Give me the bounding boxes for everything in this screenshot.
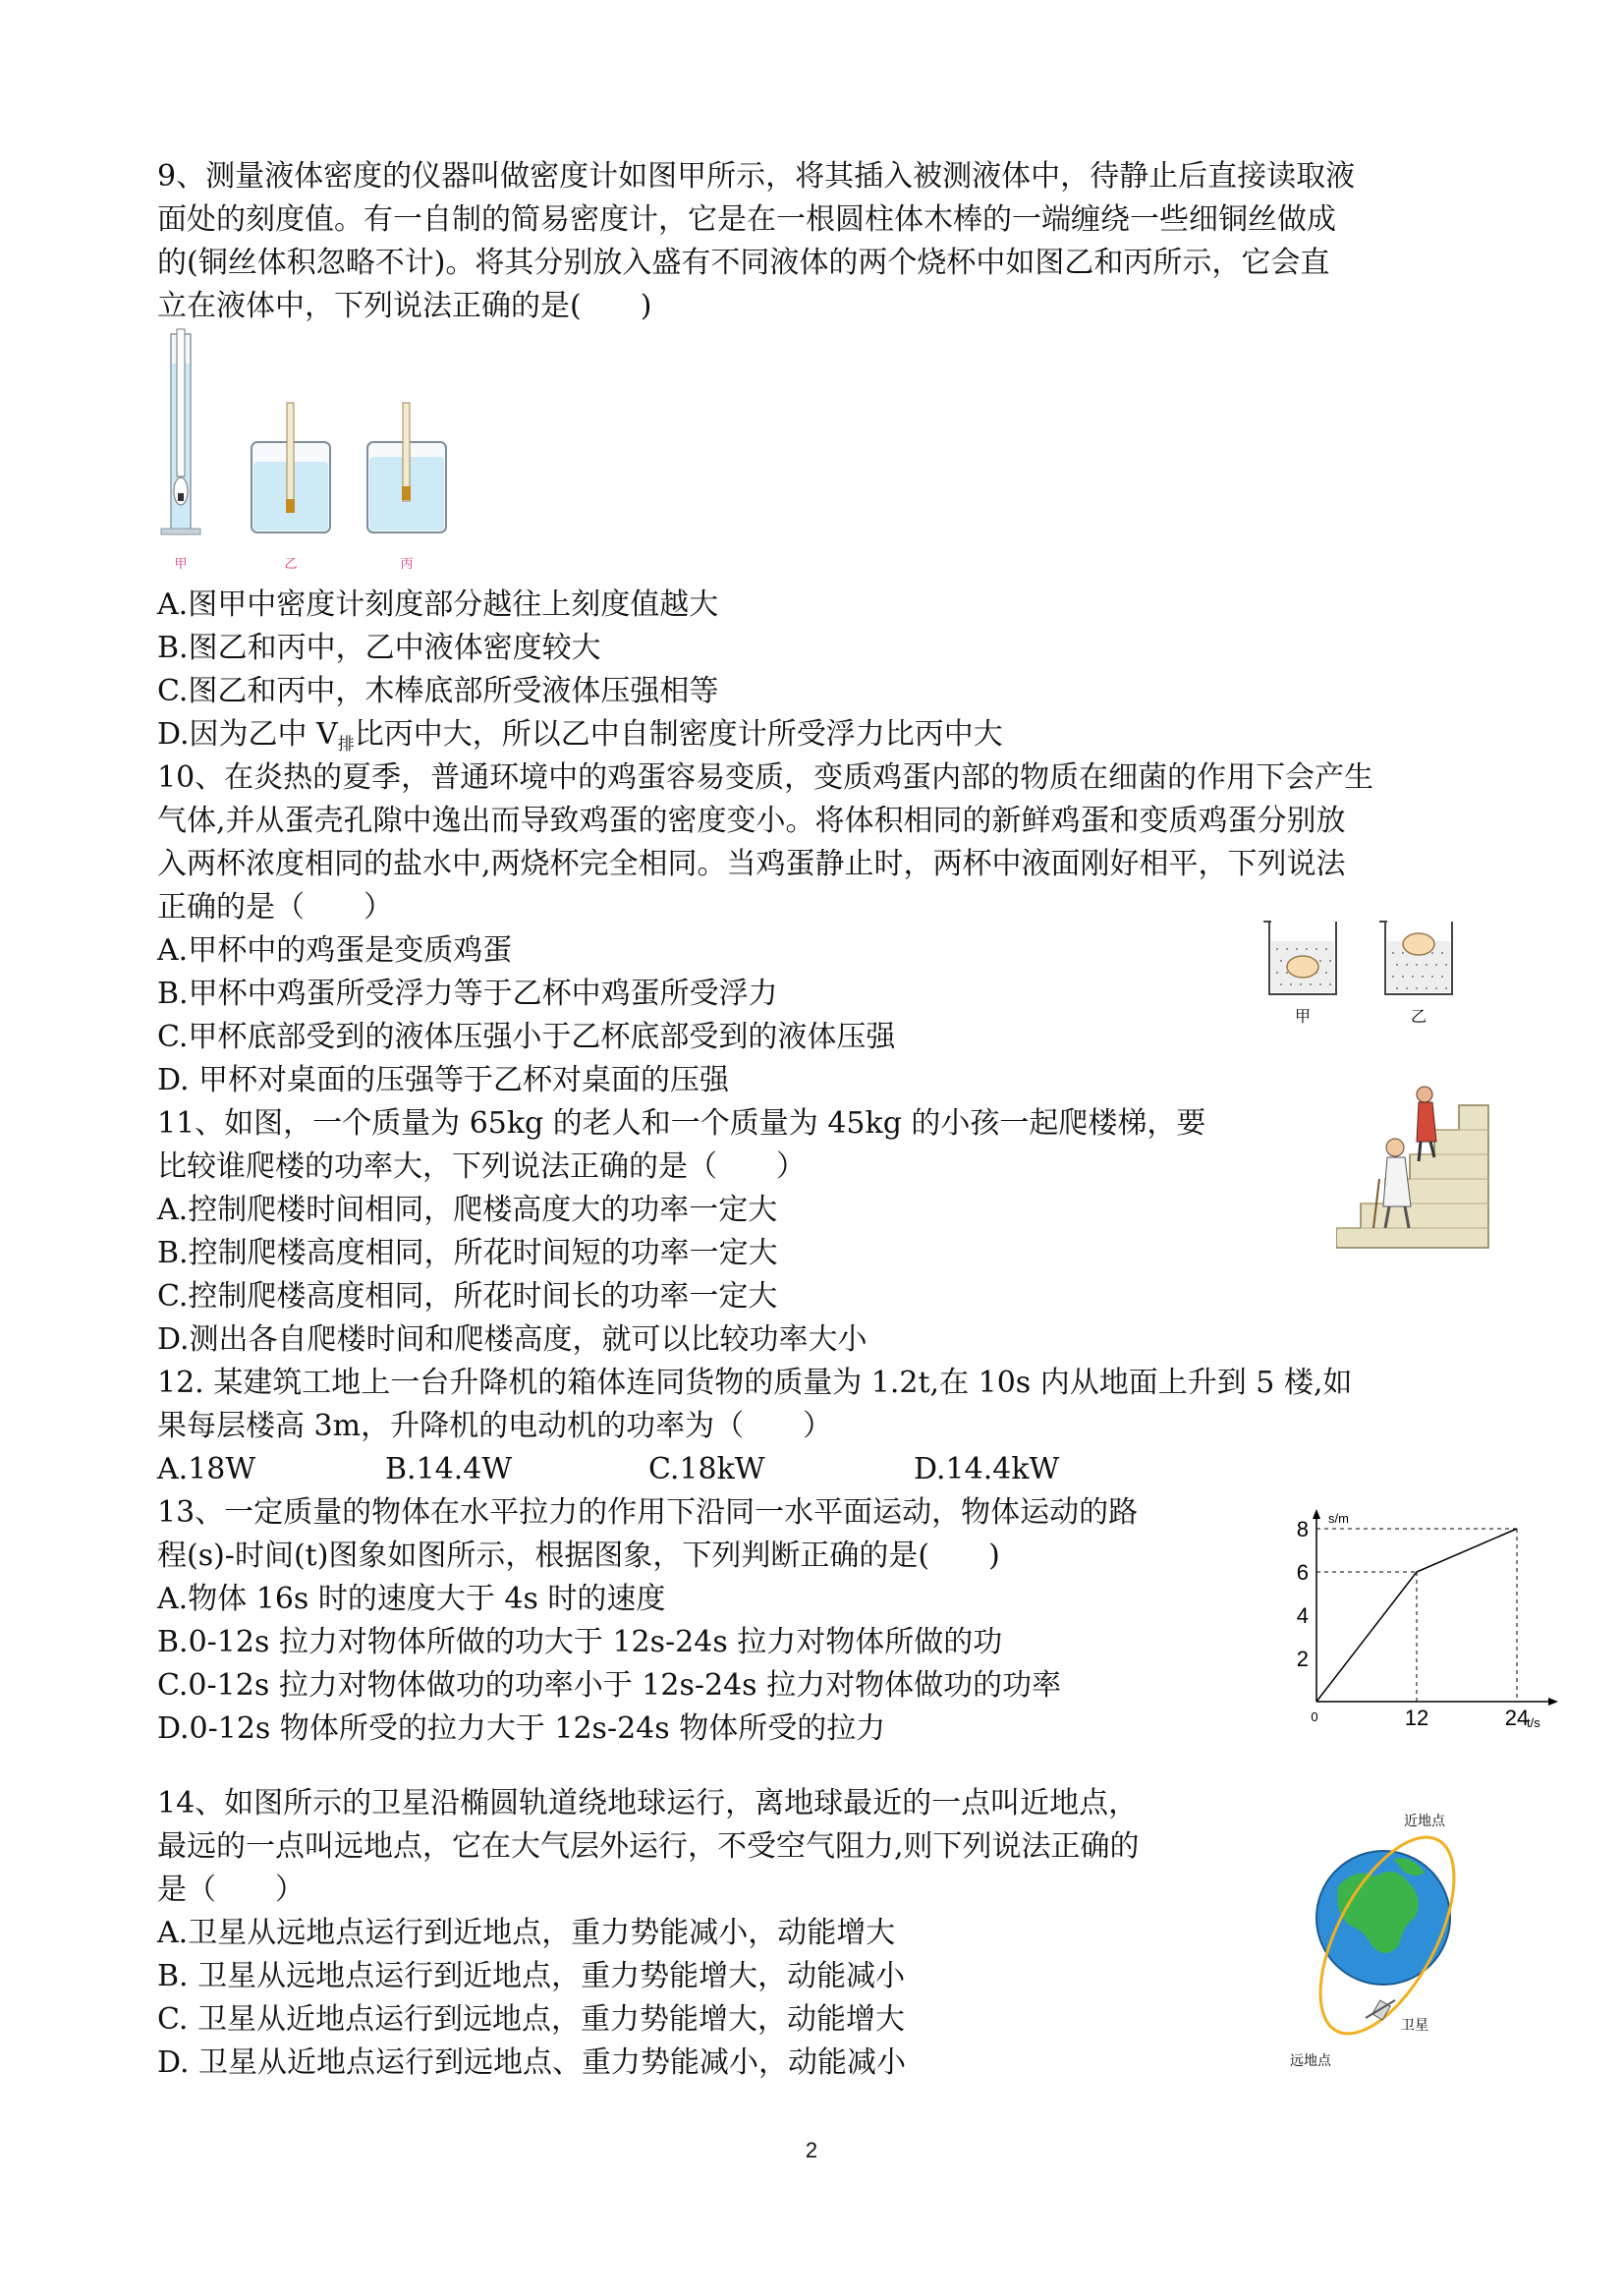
- q9-text-line-3: 的(铜丝体积忽略不计)。将其分别放入盛有不同液体的两个烧杯中如图乙和丙所示，它会直: [157, 246, 1330, 280]
- q13-option-d: D.0-12s 物体所受的拉力大于 12s-24s 物体所受的拉力: [157, 1711, 886, 1746]
- q13-y-tick-2: 2: [1296, 1647, 1309, 1671]
- q9-text-line-2: 面处的刻度值。有一自制的简易密度计，它是在一根圆柱体木棒的一端缠绕一些细铜丝做成: [157, 202, 1336, 237]
- q13-text-line-1: 13、一定质量的物体在水平拉力的作用下沿同一水平面运动，物体运动的路: [157, 1495, 1139, 1530]
- q13-distance-time-graph: [1277, 1503, 1562, 1729]
- q14-option-a: A.卫星从远地点运行到近地点，重力势能减小，动能增大: [157, 1916, 896, 1950]
- q9-figure-label-yi: 乙: [284, 556, 298, 571]
- q14-text-line-2: 最远的一点叫远地点，它在大气层外运行，不受空气阻力,则下列说法正确的: [157, 1829, 1140, 1864]
- q10-figure-label-yi: 乙: [1410, 1009, 1427, 1026]
- q14-option-b: B. 卫星从远地点运行到近地点，重力势能增大，动能减小: [157, 1959, 906, 1993]
- q11-option-a: A.控制爬楼时间相同，爬楼高度大的功率一定大: [157, 1193, 778, 1227]
- q14-text-line-1: 14、如图所示的卫星沿椭圆轨道绕地球运行，离地球最近的一点叫近地点，: [157, 1786, 1139, 1820]
- q9-option-a: A.图甲中密度计刻度部分越往上刻度值越大: [157, 588, 719, 622]
- q14-satellite-orbit-figure: [1277, 1808, 1493, 2073]
- q10-text-line-1: 10、在炎热的夏季，普通环境中的鸡蛋容易变质，变质鸡蛋内部的物质在细菌的作用下会产生: [157, 760, 1374, 795]
- satellite-icon: [1372, 2000, 1390, 2020]
- q9-option-b: B.图乙和丙中，乙中液体密度较大: [157, 631, 601, 665]
- q10-text-line-4: 正确的是（ ）: [157, 890, 393, 924]
- q14-text-line-3: 是（ ）: [157, 1873, 305, 1907]
- q11-text-line-2: 比较谁爬楼的功率大，下列说法正确的是（ ）: [157, 1149, 806, 1184]
- q12-text-line-2: 果每层楼高 3m，升降机的电动机的功率为（ ）: [157, 1409, 833, 1443]
- q12-option-d: D.14.4kW: [914, 1452, 1060, 1486]
- q13-y-axis-label: s/m: [1328, 1511, 1349, 1526]
- page-number: 2: [805, 2138, 818, 2162]
- q10-option-a: A.甲杯中的鸡蛋是变质鸡蛋: [157, 933, 513, 968]
- q14-option-c: C. 卫星从近地点运行到远地点，重力势能增大，动能增大: [157, 2002, 905, 2037]
- q9-option-d-prefix: D.因为乙中 V: [157, 717, 338, 752]
- q12-option-b: B.14.4W: [385, 1452, 513, 1486]
- q13-origin-label: 0: [1311, 1709, 1318, 1724]
- q10-egg-beakers-figure: [1258, 914, 1493, 1032]
- q9-option-c: C.图乙和丙中，木棒底部所受液体压强相等: [157, 674, 719, 708]
- q10-text-line-2: 气体,并从蛋壳孔隙中逸出而导致鸡蛋的密度变小。将体积相同的新鲜鸡蛋和变质鸡蛋分别放: [157, 804, 1346, 838]
- q11-option-b: B.控制爬楼高度相同，所花时间短的功率一定大: [157, 1236, 778, 1270]
- q13-x-tick-12: 12: [1404, 1706, 1429, 1729]
- q10-option-b: B.甲杯中鸡蛋所受浮力等于乙杯中鸡蛋所受浮力: [157, 977, 778, 1011]
- q9-text-line-1: 9、测量液体密度的仪器叫做密度计如图甲所示，将其插入被测液体中，待静止后直接读取液: [157, 159, 1356, 194]
- q10-text-line-3: 入两杯浓度相同的盐水中,两烧杯完全相同。当鸡蛋静止时，两杯中液面刚好相平，下列说法: [157, 847, 1346, 881]
- q9-figure-label-bing: 丙: [400, 556, 414, 571]
- q13-option-c: C.0-12s 拉力对物体做功的功率小于 12s-24s 拉力对物体做功的功率: [157, 1668, 1062, 1703]
- q13-text-line-2: 程(s)-时间(t)图象如图所示，根据图象，下列判断正确的是( ): [157, 1539, 1000, 1573]
- q11-option-d: D.测出各自爬楼时间和爬楼高度，就可以比较功率大小: [157, 1322, 867, 1357]
- q13-option-b: B.0-12s 拉力对物体所做的功大于 12s-24s 拉力对物体所做的功: [157, 1625, 1003, 1659]
- q11-option-c: C.控制爬楼高度相同，所花时间长的功率一定大: [157, 1279, 778, 1314]
- q9-text-line-4: 立在液体中，下列说法正确的是( ): [157, 289, 652, 323]
- q10-option-c: C.甲杯底部受到的液体压强小于乙杯底部受到的液体压强: [157, 1020, 896, 1054]
- q13-y-tick-8: 8: [1296, 1517, 1309, 1541]
- q12-text-line-1: 12. 某建筑工地上一台升降机的箱体连同货物的质量为 1.2t,在 10s 内从地面上升到 5 楼,如: [157, 1366, 1353, 1400]
- q10-option-d: D. 甲杯对桌面的压强等于乙杯对桌面的压强: [157, 1063, 730, 1097]
- q12-option-c: C.18kW: [648, 1452, 765, 1486]
- q14-label-apogee: 远地点: [1290, 2052, 1331, 2068]
- q11-stairs-figure: [1336, 1081, 1493, 1258]
- q10-figure-label-jia: 甲: [1294, 1009, 1312, 1026]
- q12-option-a: A.18W: [157, 1452, 256, 1486]
- q14-option-d: D. 卫星从近地点运行到远地点、重力势能减小，动能减小: [157, 2045, 907, 2080]
- q13-y-tick-4: 4: [1296, 1603, 1309, 1628]
- q14-label-perigee: 近地点: [1404, 1813, 1445, 1828]
- q9-hydrometer-figure: [157, 324, 452, 580]
- q9-option-d-suffix: 比丙中大，所以乙中自制密度计所受浮力比丙中大: [354, 717, 1003, 752]
- q13-option-a: A.物体 16s 时的速度大于 4s 时的速度: [157, 1582, 666, 1616]
- q13-x-tick-24: 24: [1504, 1706, 1530, 1729]
- q9-figure-label-jia: 甲: [174, 556, 188, 571]
- q14-label-satellite: 卫星: [1401, 2017, 1428, 2033]
- q9-option-d-subscript: 排: [337, 735, 355, 755]
- q13-y-tick-6: 6: [1296, 1560, 1309, 1585]
- q11-text-line-1: 11、如图，一个质量为 65kg 的老人和一个质量为 45kg 的小孩一起爬楼梯，要: [157, 1106, 1206, 1141]
- q13-x-axis-label: t/s: [1527, 1715, 1540, 1729]
